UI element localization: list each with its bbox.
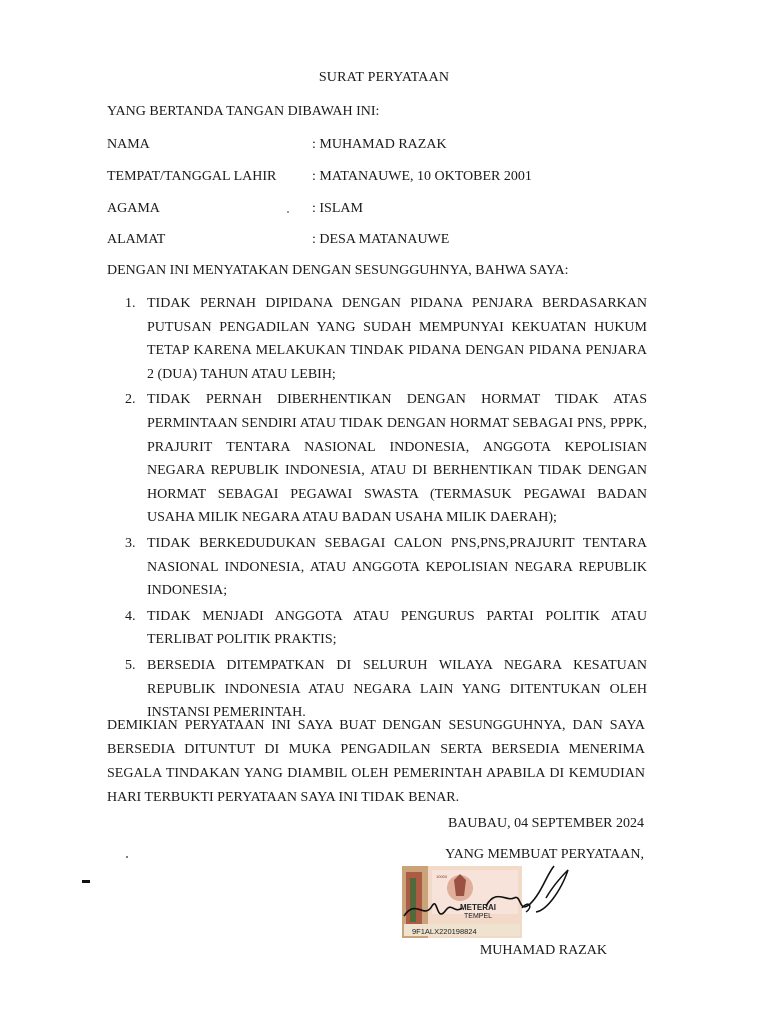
field-label-nama: NAMA xyxy=(107,137,150,152)
list-item-number: 3. xyxy=(125,535,136,551)
signer-name: MUHAMAD RAZAK xyxy=(479,943,607,958)
field-label-ttl: TEMPAT/TANGGAL LAHIR xyxy=(107,169,277,184)
list-item xyxy=(107,292,647,386)
list-item-text: TIDAK BERKEDUDUKAN SEBAGAI CALON PNS,PNS,PRAJURIT TENTARA NASIONAL INDONESIA, ATAU ANGGOTA KEPOLISIAN NEGARA REPUBLIK INDONESIA; xyxy=(147,535,647,599)
field-value-agama: : ISLAM xyxy=(312,201,363,216)
list-item xyxy=(107,388,647,530)
list-item-number: 2. xyxy=(125,392,136,408)
scan-dot xyxy=(287,211,289,213)
stamp-label-meterai: METERAI xyxy=(460,903,496,912)
list-item-text: TIDAK MENJADI ANGGOTA ATAU PENGURUS PARTAI POLITIK ATAU TERLIBAT POLITIK PRAKTIS; xyxy=(147,608,647,648)
intro-text: YANG BERTANDA TANGAN DIBAWAH INI: xyxy=(107,104,380,119)
statement-list xyxy=(107,292,647,725)
list-item-text: TIDAK PERNAH DIBERHENTIKAN DENGAN HORMAT TIDAK ATAS PERMINTAAN SENDIRI ATAU TIDAK DENGAN HORMAT SEBAGAI PNS, PPPK, PRAJURIT TENTARA NASIONAL INDONESIA, ANGGOTA KEPOLISIAN NEGARA REPUBLIK INDONESIA, ATAU DI BERHENTIKAN TIDAK DENGAN HORMAT SEBAGAI PEGAWAI SWASTA (TERMASUK PEGAWAI BADAN USAHA MILIK NEGARA ATAU BADAN USAHA MILIK DAERAH); xyxy=(147,392,647,526)
document-title: SURAT PERYATAAN xyxy=(318,70,450,85)
stamp-value: 10000 xyxy=(436,874,448,879)
field-value-nama: : MUHAMAD RAZAK xyxy=(312,137,447,152)
stamp-label-tempel: TEMPEL xyxy=(464,913,493,920)
list-item xyxy=(107,532,647,603)
field-label-alamat: ALAMAT xyxy=(107,232,166,247)
place-date: BAUBAU, 04 SEPTEMBER 2024 xyxy=(447,816,644,831)
list-item-number: 5. xyxy=(125,657,136,673)
closing-paragraph: DEMIKIAN PERYATAAN INI SAYA BUAT DENGAN SESUNGGUHNYA, DAN SAYA BERSEDIA DITUNTUT DI MUKA PENGADILAN SERTA BERSEDIA MENERIMA SEGALA TINDAKAN YANG DIAMBIL OLEH PEMERINTAH APABILA DI KEMUDIAN HARI TERBUKTI PERYATAAN SAYA INI TIDAK BENAR. xyxy=(107,718,645,805)
list-item-text: BERSEDIA DITEMPATKAN DI SELURUH WILAYA NEGARA KESATUAN REPUBLIK INDONESIA ATAU NEGARA LAIN YANG DITENTUKAN OLEH INSTANSI PEMERINTAH. xyxy=(147,657,647,721)
field-value-alamat: : DESA MATANAUWE xyxy=(312,232,450,247)
handwritten-signature xyxy=(396,858,596,938)
list-item-number: 4. xyxy=(125,608,136,624)
list-item-text: TIDAK PERNAH DIPIDANA DENGAN PIDANA PENJARA BERDASARKAN PUTUSAN PENGADILAN YANG SUDAH MEMPUNYAI KEKUATAN HUKUM TETAP KARENA MELAKUKAN TINDAK PIDANA DENGAN PIDANA PENJARA 2 (DUA) TAHUN ATAU LEBIH; xyxy=(147,296,647,382)
scan-mark xyxy=(82,880,90,883)
stamp-code: 9F1ALX220198824 xyxy=(412,927,477,936)
statement-text: DENGAN INI MENYATAKAN DENGAN SESUNGGUHNYA, BAHWA SAYA: xyxy=(107,263,569,278)
list-item xyxy=(107,605,647,652)
scan-dot xyxy=(126,856,128,858)
list-item-number: 1. xyxy=(125,296,136,311)
field-value-ttl: : MATANAUWE, 10 OKTOBER 2001 xyxy=(312,169,532,184)
field-label-agama: AGAMA xyxy=(107,201,160,216)
signer-title: YANG MEMBUAT PERYATAAN, xyxy=(445,847,644,862)
